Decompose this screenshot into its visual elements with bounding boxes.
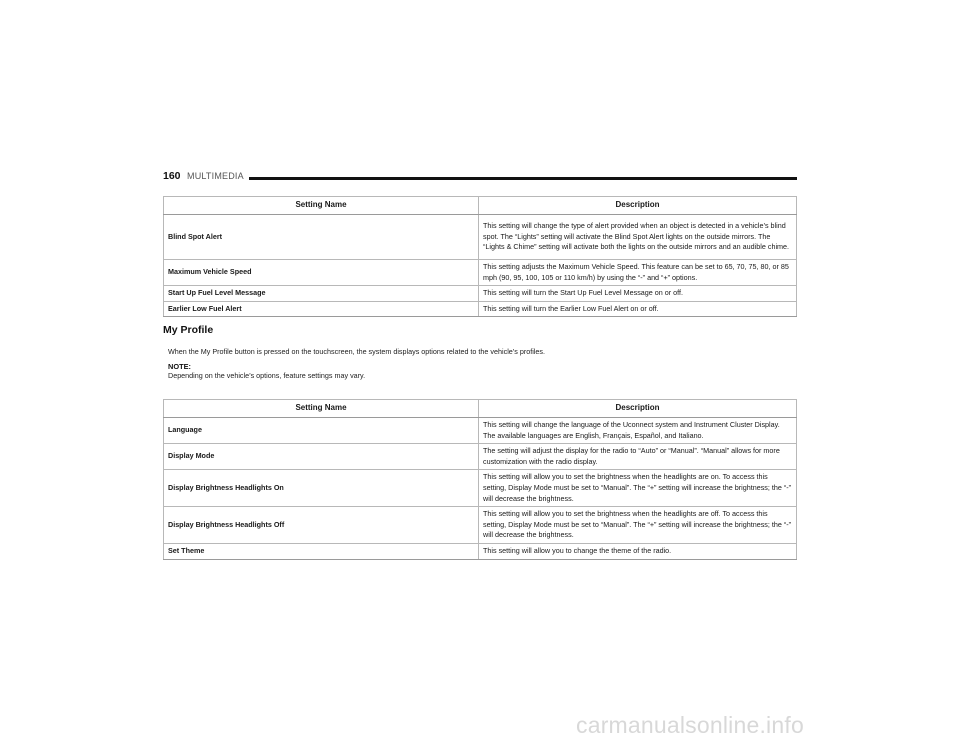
note-text: Depending on the vehicle’s options, feature settings may vary.	[168, 371, 366, 380]
my-profile-intro: When the My Profile button is pressed on the touchscreen, the system displays options related to the vehicle’s profiles.	[168, 347, 546, 356]
settings-table-2	[163, 399, 797, 560]
setting-name: Display Brightness Headlights Off	[164, 507, 479, 544]
setting-description: This setting will allow you to set the brightness when the headlights are off. To access this setting, Display Mode must be set to “Manual”. The “+” setting will increase the brightness; the “-” will decrease the brightness.	[479, 507, 797, 544]
table-row	[164, 215, 797, 260]
table-row	[164, 286, 797, 302]
setting-name: Earlier Low Fuel Alert	[164, 301, 479, 317]
table-row	[164, 301, 797, 317]
setting-name: Blind Spot Alert	[164, 215, 479, 260]
table-header-row	[164, 197, 797, 215]
table-row	[164, 418, 797, 444]
page-header	[163, 170, 797, 186]
table-header-row	[164, 400, 797, 418]
column-header-description: Description	[479, 400, 797, 418]
setting-description: This setting will change the language of the Uconnect system and Instrument Cluster Display. The available languages are English, Français, Español, and Italiano.	[479, 418, 797, 444]
table-row	[164, 470, 797, 507]
setting-description: This setting will turn the Earlier Low Fuel Alert on or off.	[479, 301, 797, 317]
setting-description: This setting will allow you to set the brightness when the headlights are on. To access this setting, Display Mode must be set to “Manual”. The “+” setting will increase the brightness; the “-” will decrease the brightness.	[479, 470, 797, 507]
setting-description: The setting will adjust the display for the radio to “Auto” or “Manual”. “Manual” allows for more customization with the radio display.	[479, 444, 797, 470]
setting-name: Maximum Vehicle Speed	[164, 260, 479, 286]
page-number: 160	[163, 170, 181, 182]
table-row	[164, 444, 797, 470]
table-row	[164, 260, 797, 286]
section-label: MULTIMEDIA	[187, 171, 244, 181]
setting-name: Display Mode	[164, 444, 479, 470]
note-label: NOTE:	[168, 362, 191, 371]
table-row	[164, 543, 797, 559]
watermark: carmanualsonline.info	[576, 712, 804, 738]
column-header-description: Description	[479, 197, 797, 215]
setting-name: Start Up Fuel Level Message	[164, 286, 479, 302]
setting-name: Display Brightness Headlights On	[164, 470, 479, 507]
section-title-my-profile: My Profile	[163, 324, 214, 336]
setting-description: This setting will turn the Start Up Fuel Level Message on or off.	[479, 286, 797, 302]
settings-table-1	[163, 196, 797, 317]
setting-name: Set Theme	[164, 543, 479, 559]
table-row	[164, 507, 797, 544]
column-header-setting-name: Setting Name	[164, 197, 479, 215]
setting-description: This setting adjusts the Maximum Vehicle Speed. This feature can be set to 65, 70, 75, 80, or 85 mph (90, 95, 100, 105 or 110 km/h) by using the “-” and “+” options.	[479, 260, 797, 286]
setting-description: This setting will change the type of alert provided when an object is detected in a vehicle’s blind spot. The “Lights” setting will activate the Blind Spot Alert lights on the outside mirrors. The “Lights & Chime” setting will activate both the lights on the outside mirrors and an audible chime.	[479, 215, 797, 260]
setting-description: This setting will allow you to change the theme of the radio.	[479, 543, 797, 559]
setting-name: Language	[164, 418, 479, 444]
column-header-setting-name: Setting Name	[164, 400, 479, 418]
header-rule	[249, 177, 797, 180]
